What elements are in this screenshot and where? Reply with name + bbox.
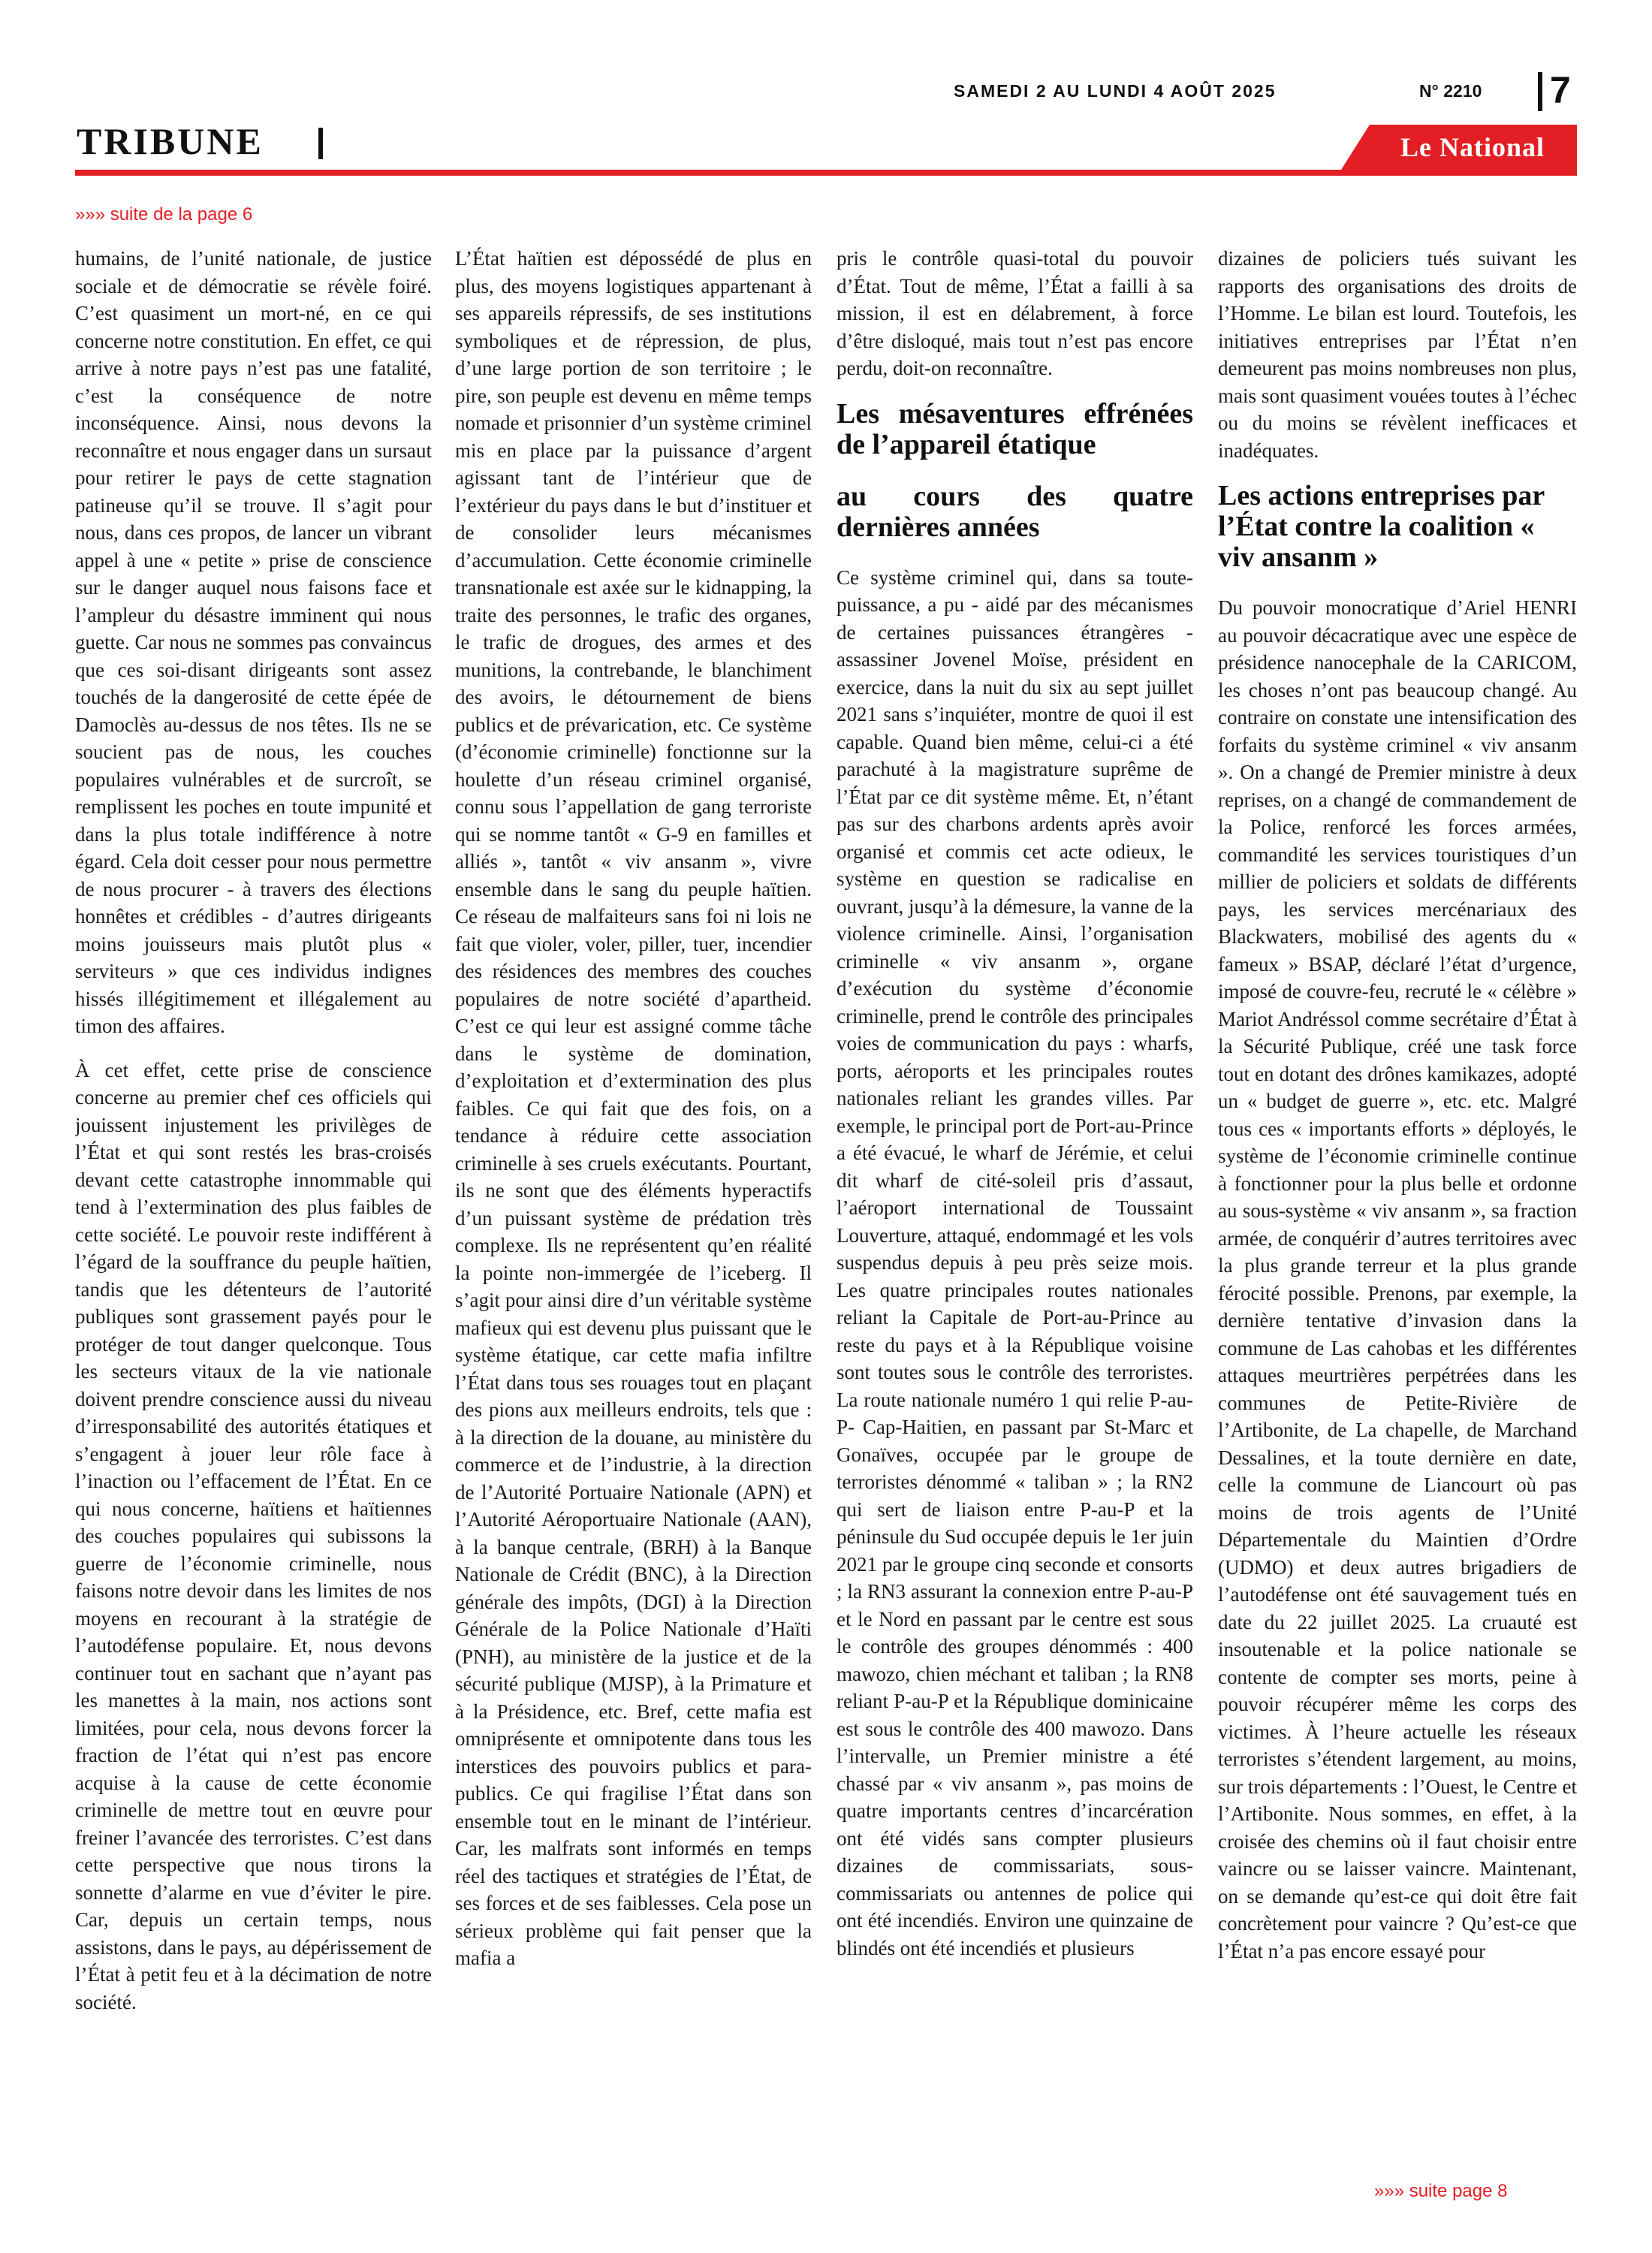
subheading: Les mésaventures effrénées de l’appareil étatique: [837, 397, 1193, 460]
article-column-1: [75, 245, 432, 2167]
paragraph: À cet effet, cette prise de conscience concerne au premier chef ces officiels qui jouissent injustement les privilèges de l’État et qui sont restés les bras-croisés devant cette catastrophe innommable qui tend à l’extermination des plus faibles de cette société. Le pouvoir reste indifférent à l’égard de la souffrance du peuple haïtien, tandis que les détenteurs de l’autorité publiques sont grassement payés pour le protéger de tout danger quelconque. Tous les secteurs vitaux de la vie nationale doivent prendre conscience aussi du niveau d’irresponsabilité des autorités étatiques et s’engagent à jouer leur rôle face à l’inaction ou l’effacement de l’État. En ce qui nous concerne, haïtiens et haïtiennes des couches populaires qui subissons la guerre de l’économie criminelle, nous faisons notre devoir dans les limites de nos moyens en recourant à la stratégie de l’autodéfense populaire. Et, nous devons continuer tout en sachant que n’ayant pas les manettes à la main, nos actions sont limitées, pour cela, nous devons forcer la fraction de l’état qui n’est pas encore acquise à la cause de cette économie criminelle de mettre tout en œuvre pour freiner l’avancée des terroristes. C’est dans cette perspective que nous tirons la sonnette d’alarme en vue d’éviter le pire. Car, depuis un certain temps, nous assistons, dans le pays, au dépérissement de l’État à petit feu et à la décimation de notre société.: [75, 1058, 432, 2013]
continued-from-link[interactable]: »»» suite de la page 6: [75, 204, 253, 225]
header-rule: [75, 170, 1577, 176]
section-divider: [318, 128, 323, 159]
paragraph: pris le contrôle quasi-total du pouvoir d’État. Tout de même, l’État a failli à sa mission, il est en délabrement, à force d’être disloqué, mais tout n’est pas encore perdu, doit-on reconnaître.: [837, 247, 1193, 379]
continued-to-link[interactable]: »»» suite page 8: [1374, 2181, 1508, 2201]
header-divider: [1538, 72, 1542, 111]
article-column-2: [455, 245, 812, 2167]
paragraph: Ce système criminel qui, dans sa toute-puissance, a pu - aidé par des mécanismes de certaines puissances étrangères - assassiner Jovenel Moïse, président en exercice, dans la nuit du six au sept juillet 2021 sans s’inquiéter, montre de quoi il est capable. Quand bien même, celui-ci a été parachuté à la magistrature suprême de l’État par ce dit système même. Et, n’étant pas sur des charbons ardents après avoir organisé et commis cet acte odieux, le système en question se radicalise en ouvrant, jusqu’à la démesure, la vanne de la violence criminelle. Ainsi, l’organisation criminelle « viv ansanm », organe d’exécution du système d’économie criminelle, prend le contrôle des principales voies de communication du pays : wharfs, ports, aéroports et les principales routes nationales reliant les grandes villes. Par exemple, le principal port de Port-au-Prince a été évacué, le wharf de Jérémie, et celui dit wharf de cité-soleil pris d’assaut, l’aéroport international de Toussaint Louverture, attaqué, endommagé et les vols suspendus depuis à peu près seize mois. Les quatre principales routes nationales reliant la Capitale de Port-au-Prince au reste du pays et à la République voisine sont toutes sous le contrôle des terroristes. La route nationale numéro 1 qui relie P-au-P- Cap-Haitien, en passant par St-Marc et Gonaïves, occupée par le groupe de terroristes dénommé « taliban » ; la RN2 qui sert de liaison entre P-au-P et la péninsule du Sud occupée depuis le 1er juin 2021 par le groupe cinq seconde et consorts ; la RN3 assurant la connexion entre P-au-P et le Nord en passant par le centre est sous le contrôle des groupes dénommés : 400 mawozo, chien méchant et taliban ; la RN8 reliant P-au-P et la République dominicaine est sous le contrôle des 400 mawozo. Dans l’intervalle, un Premier ministre a été chassé par « viv ansanm », pas moins de quatre importants centres d’incarcération ont été vidés sans compter plusieurs dizaines de commissariats, sous-commissariats ou antennes de police qui ont été incendiés. Environ une quinzaine de blindés ont été incendiés et plusieurs: [837, 566, 1193, 1959]
issue-number: N° 2210: [1419, 81, 1482, 101]
page-number: 7: [1550, 69, 1571, 111]
paragraph: dizaines de policiers tués suivant les rapports des organisations des droits de l’Homme. Le bilan est lourd. Toutefois, les initiatives entreprises par l’État n’en demeurent pas moins nombreuses non plus, mais sont quasiment vouées toutes à l’échec ou du moins se révèlent inefficaces et inadéquates.: [1218, 247, 1577, 462]
article-column-3: [837, 245, 1193, 2167]
paragraph: humains, de l’unité nationale, de justice sociale et de démocratie se révèle foiré. C’est quasiment un mort-né, en ce qui concerne notre constitution. En effet, ce qui arrive à notre pays n’est pas une fatalité, c’est la conséquence de notre inconséquence. Ainsi, nous devons la reconnaître et nous engager dans un sursaut pour retirer le pays de cette stagnation patineuse qu’il se trouve. Il s’agit pour nous, dans ces propos, de lancer un vibrant appel à une « petite » prise de conscience sur le danger auquel nous faisons face et l’ampleur du désastre imminent qui nous guette. Car nous ne sommes pas convaincus que ces soi-disant dirigeants sont assez touchés de la dangerosité de cette épée de Damoclès au-dessus de nos têtes. Ils ne se soucient pas de nous, les couches populaires vulnérables et de surcroît, se remplissent les poches en toute impunité et dans la plus totale indifférence à notre égard. Cela doit cesser pour nous permettre de nous procurer - à travers des élections honnêtes et crédibles - d’autres dirigeants moins jouisseurs mais plutôt plus « serviteurs » que ces individus indignes hissés illégitimement et illégalement au timon des affaires.: [75, 247, 432, 1037]
article-column-4: [1218, 245, 1577, 2167]
subheading: Les actions entreprises par l’État contre la coalition « viv ansanm »: [1218, 480, 1545, 573]
paragraph: Du pouvoir monocratique d’Ariel HENRI au pouvoir décacratique avec une espèce de présidence nanocephale de la CARICOM, les choses n’ont pas beaucoup changé. Au contraire on constate une intensification des forfaits du système criminel « viv ansanm ». On a changé de Premier ministre à deux reprises, on a changé de commandement de la Police, renforcé les forces armées, commandité les services touristiques d’un millier de policiers et soldats de différents pays, les services mercénariaux des Blackwaters, mobilisé des agents du « fameux » BSAP, déclaré l’état d’urgence, imposé de couvre-feu, recruté le « célèbre » Mariot Andréssol comme secrétaire d’État à la Sécurité Publique, créé une task force tout en dotant des drônes kamikazes, adopté un « budget de guerre », etc. etc. Malgré tous ces « importants efforts » déployés, le système de l’économie criminelle continue à fonctionner pour la plus belle et ordonne au sous-système « viv ansanm », sa fraction armée, de conquérir d’autres territoires avec la plus grande terreur et la plus grande férocité possible. Prenons, par exemple, la dernière tentative d’invasion dans la commune de Las cahobas et les différentes attaques meurtrières perpétrées dans les communes de Petite-Rivière de l’Artibonite, de La chapelle, de Marchand Dessalines, et la toute dernière en date, celle la commune de Liancourt où pas moins de trois agents de l’Unité Départementale du Maintien d’Ordre (UDMO) et deux autres brigadiers de l’autodéfense ont été sauvagement tués en date du 22 juillet 2025. La cruauté est insoutenable et la police nationale se contente de compter ses morts, peine à pouvoir récupérer même les corps des victimes. À l’heure actuelle les réseaux terroristes s’étendent largement, au moins, sur trois départements : l’Ouest, le Centre et l’Artibonite. Nous sommes, en effet, à la croisée des chemins où il faut choisir entre vaincre ou se laisser vaincre. Maintenant, on se demande qu’est-ce qui doit être fait concrètement pour vaincre ? Qu’est-ce que l’État n’a pas encore essayé pour: [1218, 596, 1577, 1962]
subheading: au cours des quatre dernières années: [837, 480, 1193, 543]
section-title: TRIBUNE: [77, 120, 264, 162]
paragraph: L’État haïtien est dépossédé de plus en plus, des moyens logistiques appartenant à ses appareils répressifs, de ses institutions symboliques et de répression, de plus, d’une large portion de son territoire ; le pire, son peuple est devenu en même temps nomade et prisonnier d’un système criminel mis en place par la puissance d’argent agissant tant de l’intérieur que de l’extérieur du pays dans le but d’instituer et de consolider leurs mécanismes d’accumulation. Cette économie criminelle transnationale est axée sur le kidnapping, la traite des personnes, le trafic des organes, le trafic de drogues, des armes et des munitions, la contrebande, le blanchiment des avoirs, le détournement de biens publics et de prévarication, etc. Ce système (d’économie criminelle) fonctionne sur la houlette d’un réseau criminel organisé, connu sous l’appellation de gang terroriste qui se nomme tantôt « G-9 en familles et alliés », tantôt « viv ansanm », vivre ensemble dans le sang du peuple haïtien. Ce réseau de malfaiteurs sans foi ni lois ne fait que violer, voler, piller, tuer, incendier des résidences des membres des couches populaires de notre société d’apartheid. C’est ce qui leur est assigné comme tâche dans le système de domination, d’exploitation et d’extermination des plus faibles. Ce qui fait que des fois, on a tendance à réduire cette association criminelle à ses cruels exécutants. Pourtant, ils ne sont que des éléments hyperactifs d’un puissant système de prédation très complexe. Ils ne représentent qu’en réalité la pointe non-immergée de l’iceberg. Il s’agit pour ainsi dire d’un véritable système mafieux qui est devenu plus puissant que le système étatique, car cette mafia infiltre l’État dans tous ses rouages tout en plaçant des pions aux meilleurs endroits, tels que : à la direction de la douane, au ministère du commerce et de l’industrie, à la direction de l’Autorité Portuaire Nationale (APN) et l’Autorité Aéroportuaire Nationale (AAN), à la banque centrale, (BRH) à la Banque Nationale de Crédit (BNC), à la Direction générale des impôts, (DGI) à la Direction Générale de la Police Nationale d’Haïti (PNH), au ministère de la justice et de la sécurité publique (MJSP), à la Primature et à la Présidence, etc. Bref, cette mafia est omniprésente et omnipotente dans tous les interstices des pouvoirs publics et para-publics. Ce qui fragilise l’État dans son ensemble tout en le minant de l’intérieur. Car, les malfrats sont informés en temps réel des tactiques et stratégies de l’État, de ses forces et de ses faiblesses. Cela pose un sérieux problème qui fait penser que la mafia a: [455, 247, 812, 1969]
dateline: SAMEDI 2 AU LUNDI 4 AOÛT 2025: [954, 81, 1277, 101]
newspaper-logo: Le National: [1400, 132, 1545, 162]
